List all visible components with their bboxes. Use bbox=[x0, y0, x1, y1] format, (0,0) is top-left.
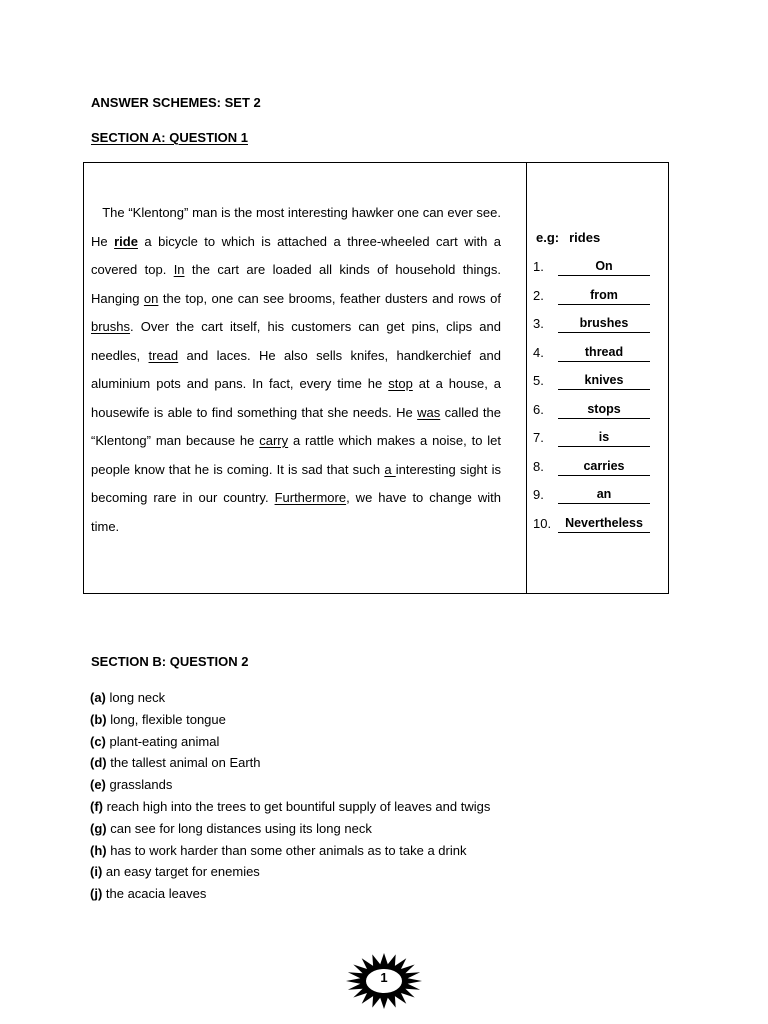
answer-word: Nevertheless bbox=[558, 516, 650, 533]
question-1-table bbox=[83, 162, 669, 594]
answer-row: 8. carries bbox=[533, 459, 673, 479]
answer-word: brushes bbox=[558, 316, 650, 333]
answer-row: 10. Nevertheless bbox=[533, 516, 673, 536]
answer-word: is bbox=[558, 430, 650, 447]
answer-row: 1. On bbox=[533, 259, 673, 279]
list-item: (d) the tallest animal on Earth bbox=[90, 755, 261, 771]
document-title: ANSWER SCHEMES: SET 2 bbox=[91, 95, 261, 110]
answer-word: knives bbox=[558, 373, 650, 390]
page-number: 1 bbox=[380, 970, 388, 985]
error-word: a bbox=[384, 461, 396, 477]
list-item: (e) grasslands bbox=[90, 777, 173, 793]
error-word: In bbox=[173, 262, 185, 277]
error-word: on bbox=[143, 290, 159, 306]
section-b-answers bbox=[90, 687, 490, 905]
error-word: ride bbox=[114, 233, 138, 249]
page-number-badge bbox=[345, 952, 423, 1010]
section-b-heading: SECTION B: QUESTION 2 bbox=[91, 654, 249, 669]
example-word: rides bbox=[569, 230, 601, 245]
list-item: (f) reach high into the trees to get bountiful supply of leaves and twigs bbox=[90, 798, 491, 814]
error-word: Furthermore bbox=[274, 490, 347, 505]
answer-row: 4. thread bbox=[533, 345, 673, 365]
answer-word: thread bbox=[558, 345, 650, 362]
error-word: tread bbox=[148, 347, 179, 363]
list-item: (h) has to work harder than some other animals as to take a drink bbox=[90, 842, 467, 858]
answer-row: 2. from bbox=[533, 288, 673, 308]
answer-word: On bbox=[558, 259, 650, 276]
error-word: stop bbox=[388, 376, 413, 391]
column-divider bbox=[526, 163, 527, 593]
answer-word: an bbox=[558, 487, 650, 504]
answer-row: 6. stops bbox=[533, 402, 673, 422]
passage-text: The “Klentong” man is the most interesting hawker one can ever see. He ride a bicycle to which is attached a three-wheeled cart with a covered top. In the cart are loaded all kinds of household things. Hanging on the top, one can see brooms, feather dusters and rows of brushs. Over the cart itself, his customers can get pins, clips and needles, tread and laces. He also sells knifes, handkerchief and aluminium pots and pans. In fact, every time he stop at a house, a housewife is able to find something that she needs. He was called the “Klentong” man because he carry a rattle which makes a noise, to let people know that he is coming. It is sad that such a interesting sight is becoming rare in our country. Furthermore, we have to change with time. bbox=[91, 205, 502, 534]
answer-row: 9. an bbox=[533, 487, 673, 507]
list-item: (b) long, flexible tongue bbox=[90, 711, 226, 727]
answer-word: stops bbox=[558, 402, 650, 419]
answer-word: from bbox=[558, 288, 650, 305]
section-a-heading: SECTION A: QUESTION 1 bbox=[91, 130, 248, 145]
list-item: (j) the acacia leaves bbox=[90, 886, 207, 902]
list-item: (a) long neck bbox=[90, 690, 166, 705]
list-item: (c) plant-eating animal bbox=[90, 733, 220, 749]
answer-row: 7. is bbox=[533, 430, 673, 450]
error-word: carry bbox=[259, 433, 289, 448]
answer-row: 3. brushes bbox=[533, 316, 673, 336]
answer-word: carries bbox=[558, 459, 650, 476]
error-word: brushs bbox=[91, 319, 131, 334]
list-item: (g) can see for long distances using its long neck bbox=[90, 820, 372, 836]
example-answer bbox=[536, 230, 600, 245]
example-label: e.g: bbox=[536, 230, 560, 245]
error-word: was bbox=[417, 404, 441, 420]
list-item: (i) an easy target for enemies bbox=[90, 864, 260, 880]
answer-row: 5. knives bbox=[533, 373, 673, 393]
